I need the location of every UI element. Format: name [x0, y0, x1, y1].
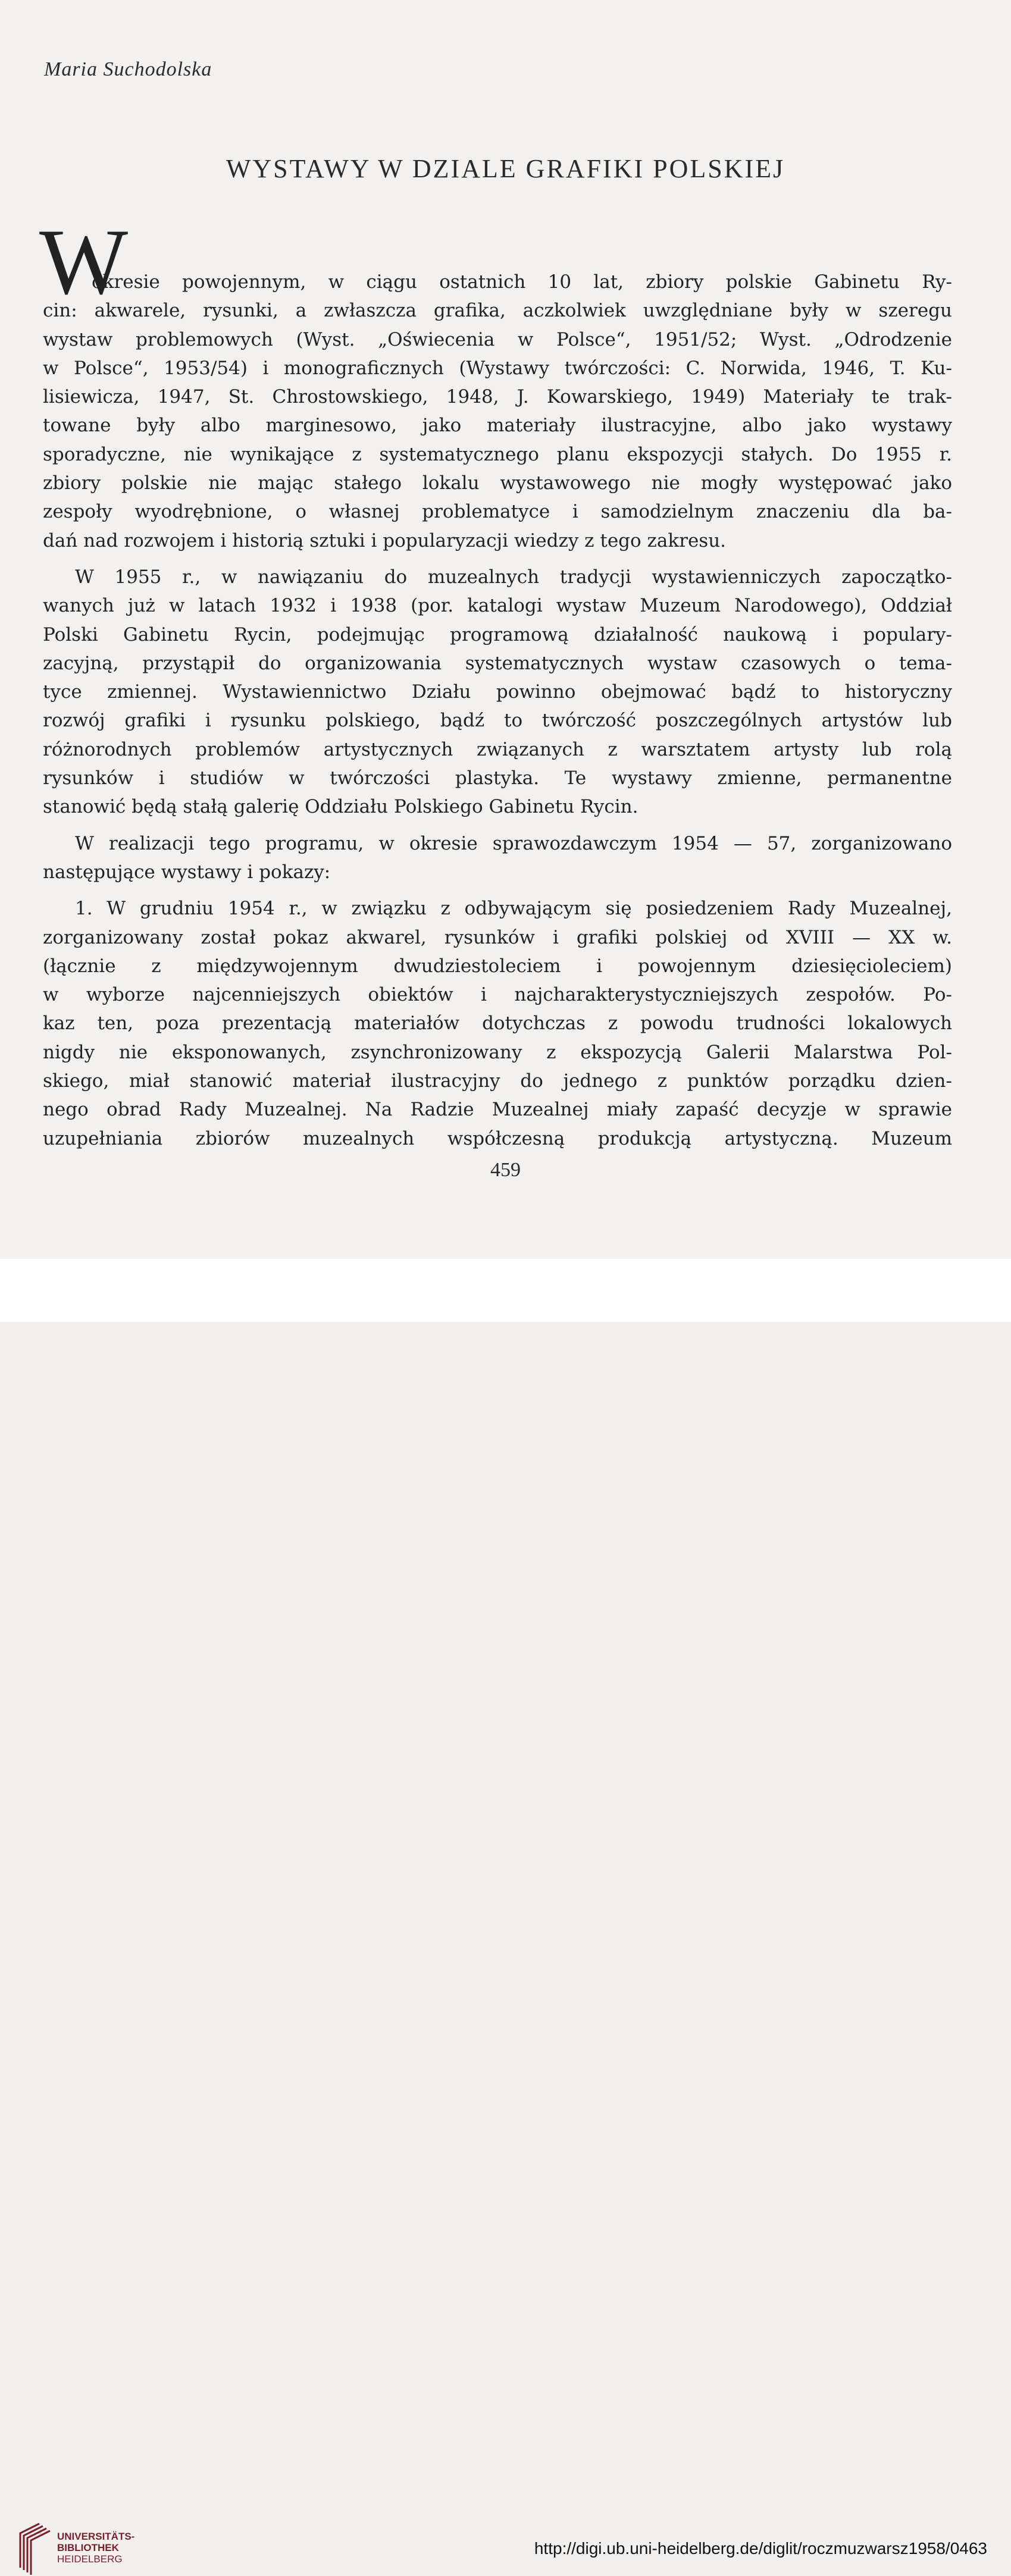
text-line: skiego, miał stanowić materiał ilustracyjny do jednego z punktów porządku dzien-: [43, 1070, 952, 1092]
article-title: WYSTAWY W DZIALE GRAFIKI POLSKIEJ: [226, 154, 785, 183]
text-line: 1. W grudniu 1954 r., w związku z odbywającym się posiedzeniem Rady Muzealnej,: [75, 898, 952, 920]
page-number: 459: [490, 1159, 521, 1181]
text-line: zorganizowany został pokaz akwarel, rysunków i grafiki polskiej od XVIII — XX w.: [43, 926, 952, 948]
text-line: stanowić będą stałą galerię Oddziału Polskiego Gabinetu Rycin.: [43, 796, 638, 818]
text-line: okresie powojennym, w ciągu ostatnich 10 lat, zbiory polskie Gabinetu Ry-: [92, 271, 952, 293]
text-line: w wyborze najcenniejszych obiektów i najcharakterystyczniejszych zespołów. Po-: [43, 984, 952, 1006]
paragraph-1: [43, 268, 952, 555]
text-line: uzupełniania zbiorów muzealnych współczesną produkcją artystyczną. Muzeum: [43, 1127, 952, 1149]
text-line: tyce zmiennej. Wystawiennictwo Działu powinno obejmować bądź to historyczny: [43, 681, 952, 703]
text-line: wystaw problemowych (Wyst. „Oświecenia w Polsce“, 1951/52; Wyst. „Odrodzenie: [43, 328, 952, 350]
text-line: kaz ten, poza prezentacją materiałów dotychczas z powodu trudności lokalowych: [43, 1013, 952, 1035]
article-body: [43, 268, 952, 1161]
drop-cap: W: [39, 210, 129, 314]
university-library-logo-icon: [15, 2522, 51, 2576]
text-line: rysunków i studiów w twórczości plastyka. Te wystawy zmienne, permanentne: [43, 767, 952, 789]
text-line: zespoły wyodrębnione, o własnej problematyce i samodzielnym znaczeniu dla ba-: [43, 501, 952, 523]
author-name: Maria Suchodolska: [44, 58, 212, 80]
text-line: lisiewicza, 1947, St. Chrostowskiego, 1948, J. Kowarskiego, 1949) Materiały te trak-: [43, 386, 952, 408]
library-name-line: BIBLIOTHEK: [57, 2542, 119, 2553]
footer-bar: [0, 1259, 1011, 2565]
library-name: [57, 2531, 134, 2565]
paragraph-4: [43, 894, 952, 1153]
text-line: rozwój grafiki i rysunku polskiego, bądź to twórczość poszczególnych artystów lub: [43, 710, 952, 732]
paragraph-3: [43, 829, 952, 887]
text-line: następujące wystawy i pokazy:: [43, 861, 331, 883]
text-line: zacyjną, przystąpił do organizowania systematycznych wystaw czasowych o tema-: [43, 652, 952, 674]
text-line: (łącznie z międzywojennym dwudziestoleciem i powojennym dziesięcioleciem): [43, 955, 952, 977]
text-line: wanych już w latach 1932 i 1938 (por. katalogi wystaw Muzeum Narodowego), Oddział: [43, 595, 952, 617]
document-page: [0, 0, 1011, 1259]
text-line: Polski Gabinetu Rycin, podejmując programową działalność naukową i populary-: [43, 623, 952, 645]
library-name-line: UNIVERSITÄTS-: [57, 2531, 135, 2542]
text-line: nigdy nie eksponowanych, zsynchronizowany z ekspozycją Galerii Malarstwa Pol-: [43, 1041, 952, 1063]
text-line: zbiory polskie nie mając stałego lokalu wystawowego nie mogły występować jako: [43, 472, 952, 494]
text-line: cin: akwarele, rysunki, a zwłaszcza grafika, aczkolwiek uwzględniane były w szeregu: [43, 300, 952, 322]
source-url-link[interactable]: http://digi.ub.uni-heidelberg.de/diglit/roczmuzwarsz1958/0463: [534, 2539, 987, 2558]
text-line: towane były albo marginesowo, jako materiały ilustracyjne, albo jako wystawy: [43, 415, 952, 437]
text-line: sporadyczne, nie wynikające z systematycznego planu ekspozycji stałych. Do 1955 r.: [43, 443, 952, 465]
text-line: W realizacji tego programu, w okresie sprawozdawczym 1954 — 57, zorganizowano: [75, 832, 952, 854]
text-line: dań nad rozwojem i historią sztuki i popularyzacji wiedzy z tego zakresu.: [43, 529, 727, 551]
library-name-line: HEIDELBERG: [57, 2553, 123, 2565]
text-line: nego obrad Rady Muzealnej. Na Radzie Muzealnej miały zapaść decyzje w sprawie: [43, 1099, 952, 1121]
paragraph-2: [43, 563, 952, 822]
text-line: różnorodnych problemów artystycznych związanych z warsztatem artysty lub rolą: [43, 738, 952, 760]
text-line: W 1955 r., w nawiązaniu do muzealnych tradycji wystawienniczych zapoczątko-: [75, 566, 952, 588]
text-line: w Polsce“, 1953/54) i monograficznych (Wystawy twórczości: C. Norwida, 1946, T. Ku-: [43, 357, 952, 379]
